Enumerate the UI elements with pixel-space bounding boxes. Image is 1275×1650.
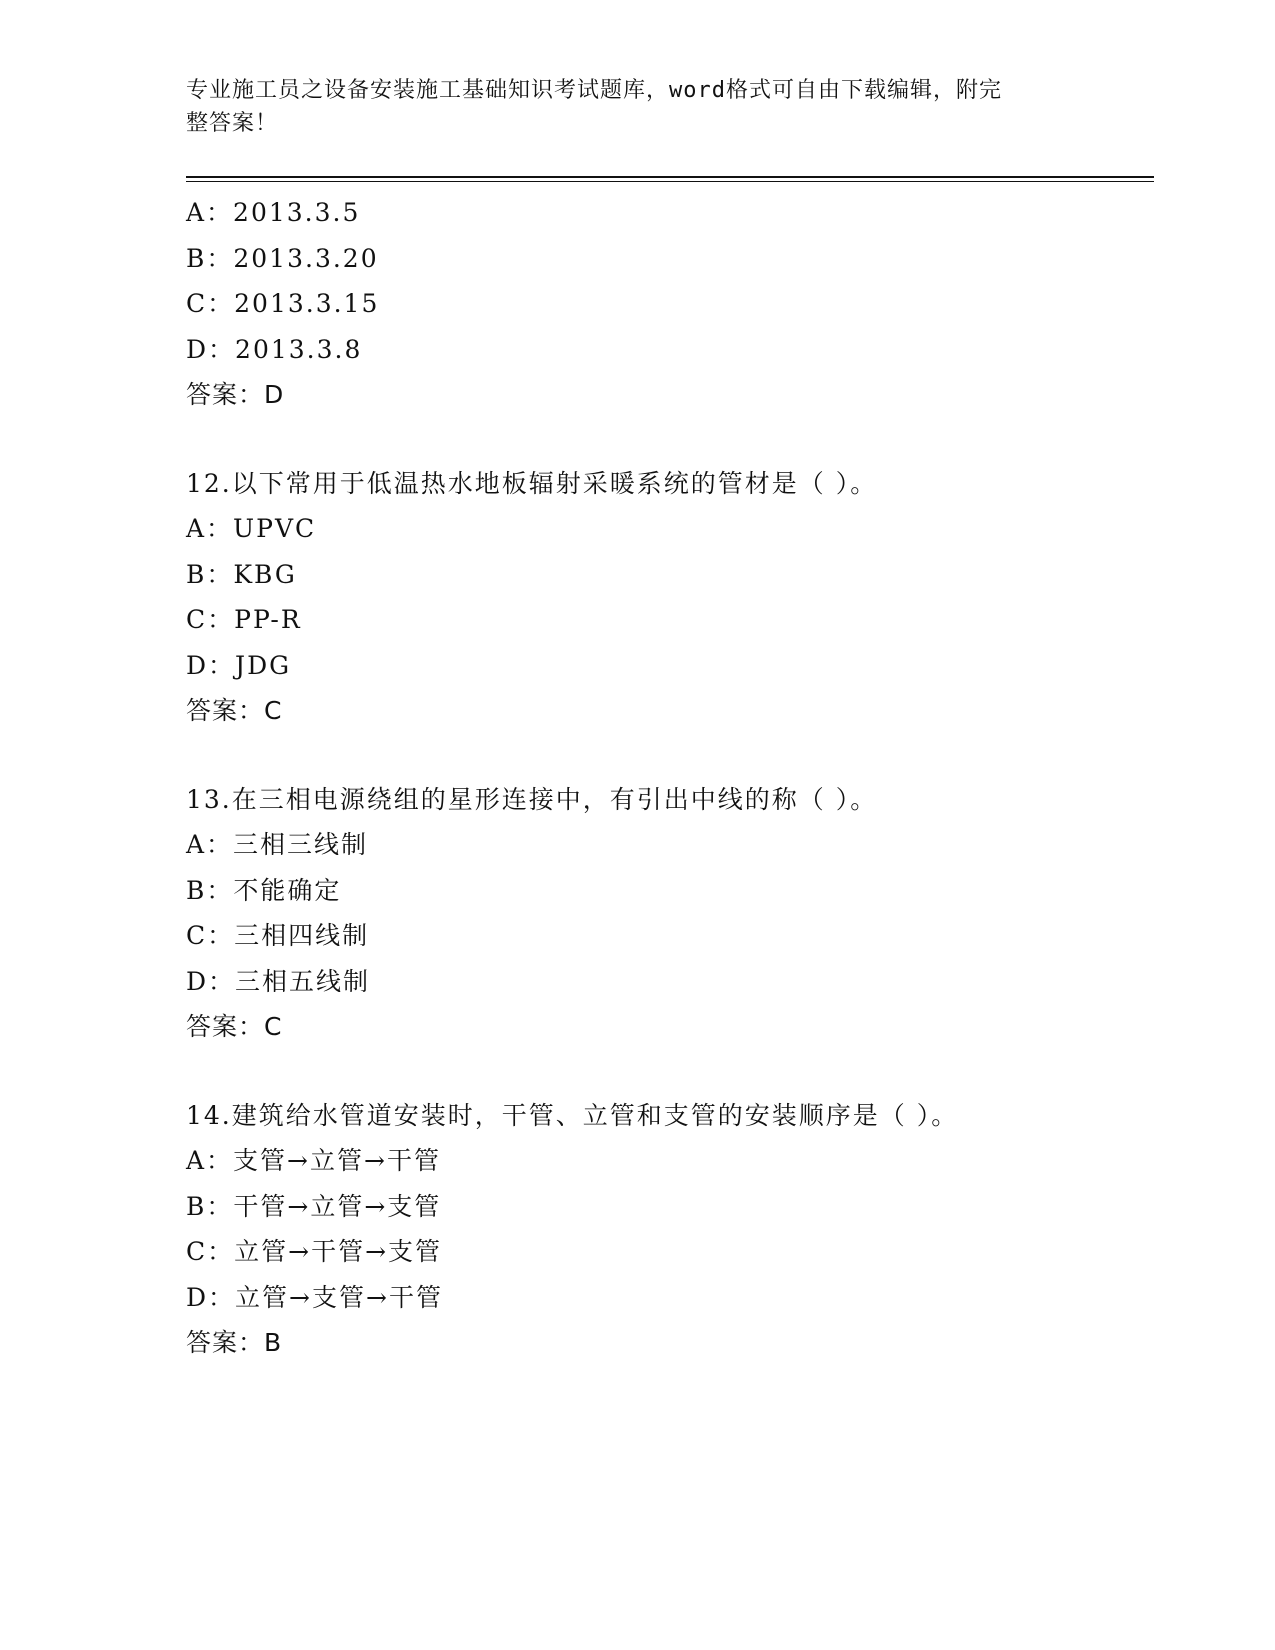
question-text: 13.在三相电源绕组的星形连接中，有引出中线的称（ ）。: [186, 784, 878, 814]
document-header: [186, 74, 1066, 140]
option-d: D：立管→支管→干管: [186, 1282, 443, 1312]
option-c: C：三相四线制: [186, 921, 370, 950]
question-block-12: [186, 461, 1154, 734]
option-c: C：PP-R: [186, 605, 302, 634]
option-b: B：干管→立管→支管: [186, 1191, 442, 1221]
question-text: 12.以下常用于低温热水地板辐射采暖系统的管材是（ ）。: [186, 468, 878, 498]
option-a: A：三相三线制: [186, 830, 369, 859]
header-divider-thin: [186, 181, 1154, 182]
question-block-14: [186, 1093, 1154, 1366]
spacer: [186, 734, 1154, 777]
spacer: [186, 1050, 1154, 1093]
header-line-2: 整答案！: [186, 111, 279, 136]
option-a: A：2013.3.5: [186, 198, 361, 227]
option-b: B：KBG: [186, 559, 297, 589]
answer: 答案：C: [186, 696, 283, 725]
question-block-13: [186, 777, 1154, 1050]
option-a: A：支管→立管→干管: [186, 1146, 441, 1175]
header-divider-thick: [186, 176, 1154, 178]
option-a: A：UPVC: [186, 514, 317, 543]
question-list: [186, 190, 1154, 1366]
option-d: D：三相五线制: [186, 966, 371, 996]
header-line-1: 专业施工员之设备安装施工基础知识考试题库，word格式可自由下载编辑，附完: [186, 78, 1002, 103]
option-b: B：不能确定: [186, 875, 342, 905]
spacer: [186, 418, 1154, 461]
question-block-11: [186, 190, 1154, 418]
question-text: 14.建筑给水管道安装时，干管、立管和支管的安装顺序是（ ）。: [186, 1100, 959, 1130]
answer: 答案：B: [186, 1328, 283, 1357]
option-c: C：立管→干管→支管: [186, 1237, 443, 1266]
option-c: C：2013.3.15: [186, 289, 380, 318]
option-d: D：JDG: [186, 650, 292, 680]
option-b: B：2013.3.20: [186, 243, 379, 273]
option-d: D：2013.3.8: [186, 334, 363, 364]
answer: 答案：D: [186, 380, 285, 409]
answer: 答案：C: [186, 1012, 283, 1041]
